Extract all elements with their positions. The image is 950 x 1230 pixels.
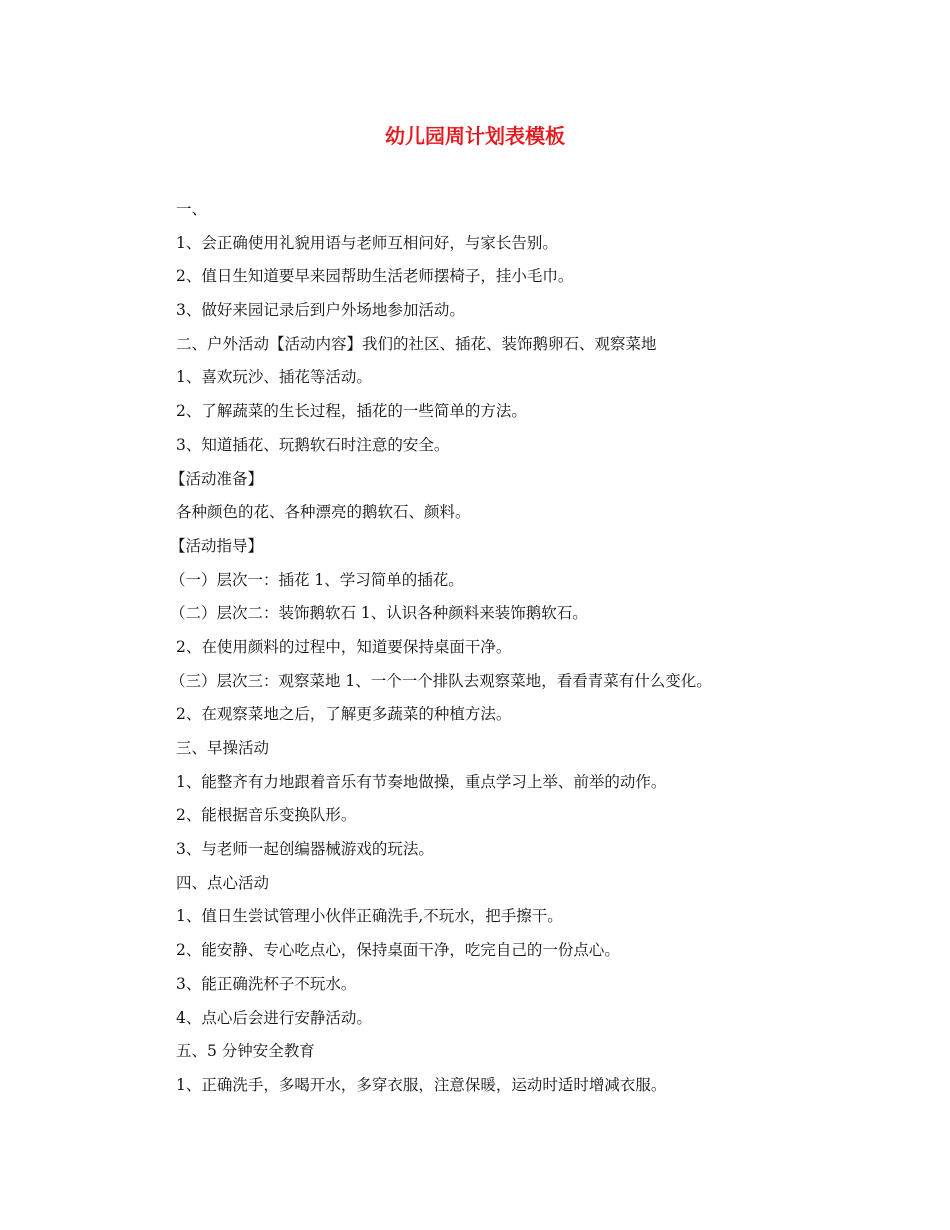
body-line: 各种颜色的花、各种漂亮的鹅软石、颜料。 [176, 503, 471, 522]
body-line: 1、会正确使用礼貌用语与老师互相问好，与家长告别。 [176, 233, 558, 252]
body-line: 1、正确洗手，多喝开水，多穿衣服，注意保暖，运动时适时增减衣服。 [176, 1075, 667, 1094]
page-title: 幼儿园周计划表模板 [385, 124, 565, 148]
body-line: 3、与老师一起创编器械游戏的玩法。 [176, 840, 434, 859]
subheading-line: 【活动准备】 [170, 469, 264, 488]
body-line: 2、能安静、专心吃点心，保持桌面干净，吃完自己的一份点心。 [176, 941, 620, 960]
body-line: 1、能整齐有力地跟着音乐有节奏地做操，重点学习上举、前举的动作。 [176, 772, 667, 791]
body-line: （三）层次三：观察菜地 1、一个一个排队去观察菜地，看看青菜有什么变化。 [170, 671, 712, 690]
body-line: （一）层次一：插花 1、学习简单的插花。 [170, 570, 464, 589]
body-line: 一、 [176, 200, 208, 218]
body-line: 2、在使用颜料的过程中，知道要保持桌面干净。 [176, 637, 512, 656]
body-line: 2、值日生知道要早来园帮助生活老师摆椅子，挂小毛巾。 [176, 267, 574, 286]
body-line: 3、能正确洗杯子不玩水。 [176, 974, 357, 993]
body-line: 1、喜欢玩沙、插花等活动。 [176, 368, 372, 387]
body-line: 3、知道插花、玩鹅软石时注意的安全。 [176, 435, 450, 454]
subheading-line: 【活动指导】 [170, 536, 264, 555]
section-heading-line: 二、户外活动【活动内容】我们的社区、插花、装饰鹅卵石、观察菜地 [176, 334, 657, 353]
body-line: 2、了解蔬菜的生长过程，插花的一些简单的方法。 [176, 402, 527, 421]
section-heading-line: 三、早操活动 [176, 739, 270, 757]
document-body [170, 193, 856, 1103]
section-heading-line: 五、5 分钟安全教育 [176, 1042, 315, 1061]
body-line: 4、点心后会进行安静活动。 [176, 1008, 372, 1027]
body-line: 3、做好来园记录后到户外场地参加活动。 [176, 301, 465, 320]
section-heading-line: 四、点心活动 [176, 873, 270, 892]
body-line: 2、在观察菜地之后，了解更多蔬菜的种植方法。 [176, 705, 512, 724]
body-line: 1、值日生尝试管理小伙伴正确洗手,不玩水，把手擦干。 [176, 907, 563, 926]
body-line: 2、能根据音乐变换队形。 [176, 806, 357, 825]
body-line: （二）层次二：装饰鹅软石 1、认识各种颜料来装饰鹅软石。 [170, 604, 588, 623]
